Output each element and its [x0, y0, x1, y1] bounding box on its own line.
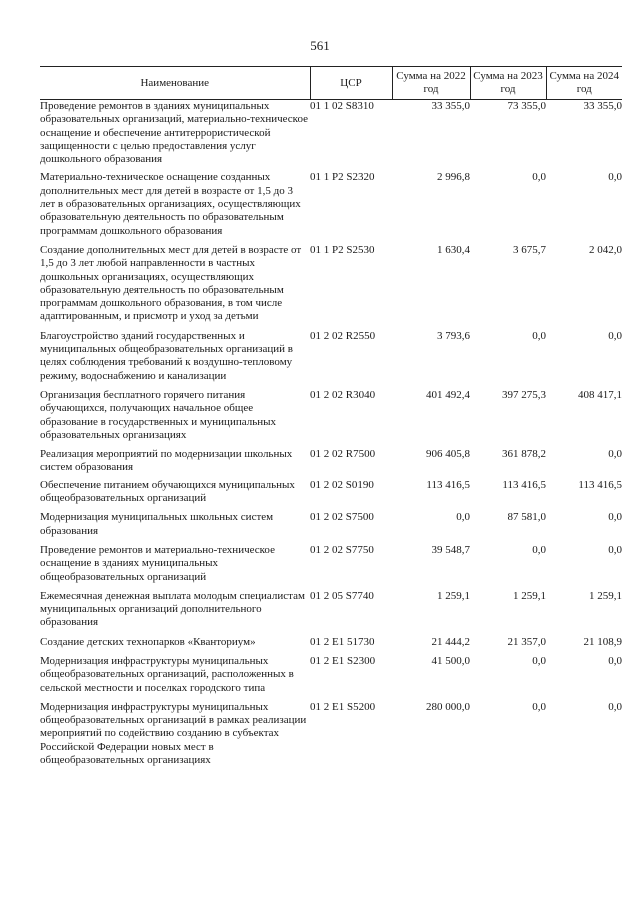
row-name: Модернизация инфраструктуры муниципальных общеобразовательных организаций в рамках реализации мероприятий по содействию созданию в субъектах Российской Федерации новых мест в общеобразовательных организациях — [40, 700, 307, 767]
header-sum-2023: Сумма на 2023 год — [470, 67, 546, 100]
row-code: 01 2 E1 S2300 — [310, 654, 376, 667]
row-name: Проведение ремонтов и материально-техническое оснащение в зданиях муниципальных общеобразовательных организаций — [40, 543, 275, 583]
row-code: 01 2 05 S7740 — [310, 589, 374, 602]
header-sum-2024: Сумма на 2024 год — [546, 67, 622, 100]
row-code: 01 2 02 S7750 — [310, 543, 374, 556]
row-code: 01 2 E1 S5200 — [310, 700, 376, 713]
row-sum-2023: 397 275,3 — [502, 388, 546, 401]
row-code: 01 2 02 R3040 — [310, 388, 376, 401]
row-sum-2024: 0,0 — [608, 511, 622, 524]
table-row — [40, 171, 622, 243]
row-sum-2022: 906 405,8 — [426, 448, 470, 461]
row-sum-2023: 361 878,2 — [502, 448, 546, 461]
table-row — [40, 590, 622, 636]
row-sum-2024: 408 417,1 — [578, 388, 622, 401]
row-sum-2023: 0,0 — [532, 700, 546, 713]
budget-table — [40, 66, 622, 767]
row-sum-2022: 21 444,2 — [431, 635, 470, 648]
row-code: 01 2 02 R7500 — [310, 448, 376, 461]
row-sum-2023: 0,0 — [532, 171, 546, 184]
row-sum-2022: 0,0 — [456, 511, 470, 524]
row-sum-2024: 113 416,5 — [578, 478, 622, 491]
row-code: 01 2 E1 51730 — [310, 635, 375, 648]
row-name: Организация бесплатного горячего питания обучающихся, получающих начальное общее образование в государственных и муниципальных образовательных организациях — [40, 388, 276, 441]
page-number: 561 — [310, 38, 330, 53]
row-sum-2022: 1 259,1 — [437, 589, 470, 602]
row-sum-2022: 2 996,8 — [437, 171, 470, 184]
row-name: Материально-техническое оснащение созданных дополнительных мест для детей в возрасте от 1,5 до 3 лет в образовательных организациях, осуществляющих образовательную деятельность по образовательным программам дошкольного образования — [40, 171, 301, 237]
row-sum-2022: 280 000,0 — [426, 700, 470, 713]
row-sum-2022: 39 548,7 — [431, 543, 470, 556]
header-name: Наименование — [40, 67, 310, 100]
row-sum-2023: 0,0 — [532, 654, 546, 667]
row-sum-2024: 1 259,1 — [589, 589, 622, 602]
row-name: Благоустройство зданий государственных и муниципальных общеобразовательных организаций в целях соблюдения требований к воздушно-тепловому режиму, водоснабжению и канализации — [40, 329, 293, 382]
row-sum-2024: 0,0 — [608, 543, 622, 556]
table-row — [40, 636, 622, 655]
table-row — [40, 544, 622, 590]
table-row — [40, 655, 622, 701]
table-row — [40, 389, 622, 448]
row-sum-2023: 21 357,0 — [507, 635, 546, 648]
row-sum-2024: 33 355,0 — [583, 100, 622, 112]
row-sum-2024: 0,0 — [608, 448, 622, 461]
row-sum-2024: 0,0 — [608, 654, 622, 667]
table-row — [40, 511, 622, 544]
row-sum-2024: 2 042,0 — [589, 243, 622, 256]
row-sum-2023: 3 675,7 — [513, 243, 546, 256]
table-row — [40, 701, 622, 767]
row-sum-2022: 41 500,0 — [431, 654, 470, 667]
row-name: Проведение ремонтов в зданиях муниципальных образовательных организаций, материально-техническое оснащение и обеспечение антитеррористической защищенности с целью предоставления услуг дошкольного образования — [40, 100, 308, 166]
header-sum-2022: Сумма на 2022 год — [392, 67, 470, 100]
row-code: 01 2 02 S7500 — [310, 511, 374, 524]
row-sum-2023: 87 581,0 — [507, 511, 546, 524]
row-code: 01 1 P2 S2320 — [310, 171, 375, 184]
row-name: Создание дополнительных мест для детей в возрасте от 1,5 до 3 лет любой направленности в частных дошкольных организациях, осуществляющих образовательную деятельность по образовательным программам дошкольного образования, в том числе адаптированным, и присмотр и уход за детьми — [40, 243, 302, 323]
row-sum-2022: 33 355,0 — [431, 100, 470, 112]
row-sum-2024: 21 108,9 — [583, 635, 622, 648]
header-code: ЦСР — [310, 67, 392, 100]
row-name: Обеспечение питанием обучающихся муниципальных общеобразовательных организаций — [40, 478, 295, 505]
row-name: Модернизация инфраструктуры муниципальных общеобразовательных организаций, расположенных в сельской местности и поселках городского типа — [40, 654, 294, 694]
row-sum-2024: 0,0 — [608, 171, 622, 184]
row-sum-2022: 3 793,6 — [437, 329, 470, 342]
row-sum-2022: 113 416,5 — [426, 478, 470, 491]
table-header-row — [40, 67, 622, 100]
table-body — [40, 100, 622, 768]
row-sum-2023: 113 416,5 — [502, 478, 546, 491]
row-sum-2023: 73 355,0 — [507, 100, 546, 112]
row-code: 01 1 02 S8310 — [310, 100, 374, 112]
row-sum-2023: 1 259,1 — [513, 589, 546, 602]
row-sum-2023: 0,0 — [532, 329, 546, 342]
row-name: Ежемесячная денежная выплата молодым специалистам муниципальных организаций дополнительного образования — [40, 589, 305, 629]
row-code: 01 2 02 R2550 — [310, 329, 376, 342]
row-code: 01 1 P2 S2530 — [310, 243, 375, 256]
table-row — [40, 479, 622, 512]
row-sum-2024: 0,0 — [608, 329, 622, 342]
row-name: Создание детских технопарков «Кванториум» — [40, 635, 256, 648]
row-sum-2023: 0,0 — [532, 543, 546, 556]
row-code: 01 2 02 S0190 — [310, 478, 374, 491]
row-sum-2022: 1 630,4 — [437, 243, 470, 256]
row-name: Модернизация муниципальных школьных систем образования — [40, 511, 274, 537]
row-sum-2022: 401 492,4 — [426, 388, 470, 401]
row-sum-2024: 0,0 — [608, 700, 622, 713]
table-row — [40, 448, 622, 479]
row-name: Реализация мероприятий по модернизации школьных систем образования — [40, 448, 293, 474]
table-row — [40, 330, 622, 389]
table-row — [40, 244, 622, 330]
table-row — [40, 100, 622, 172]
